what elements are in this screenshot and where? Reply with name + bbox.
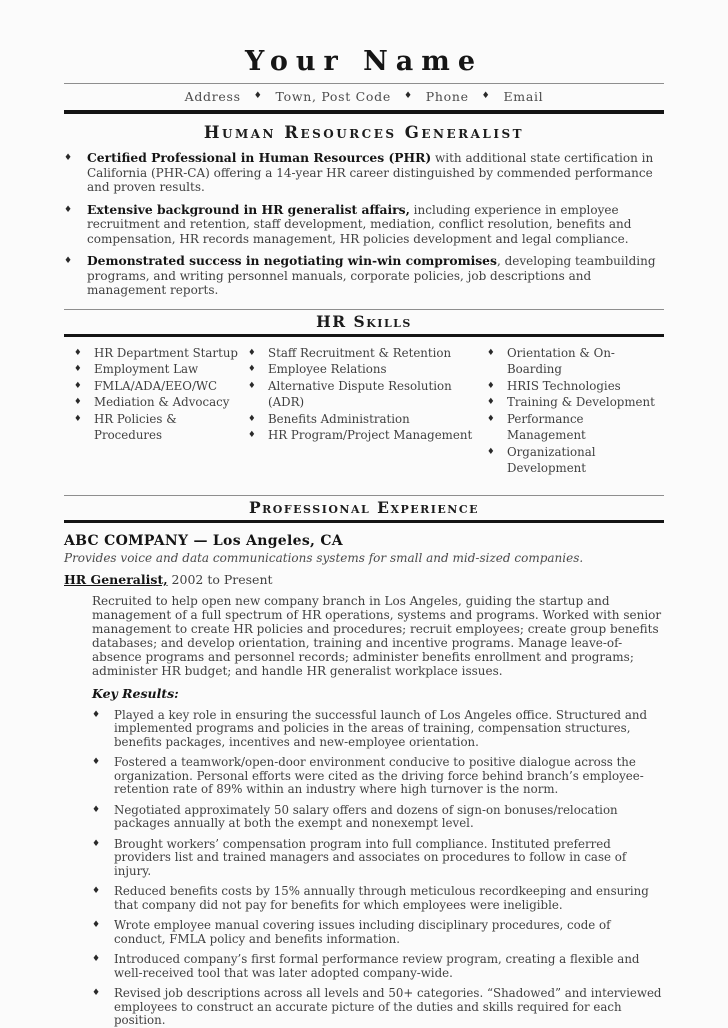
diamond-bullet-icon: ♦ <box>248 347 256 358</box>
diamond-bullet-icon: ♦ <box>74 397 82 407</box>
skill-item <box>487 394 664 411</box>
summary-bullet-text <box>87 203 664 247</box>
skill-item <box>74 345 248 362</box>
hr-skills-heading: HR Skills <box>316 311 412 331</box>
diamond-bullet-icon: ♦ <box>92 988 101 998</box>
diamond-bullet-icon: ♦ <box>64 153 73 163</box>
key-result-text: Played a key role in ensuring the successful launch of Los Angeles office. Structured and implemented programs and policies in the areas of training, compensation structures, benefits packages, incentives and new-employee orientation. <box>114 707 648 749</box>
experience-heading: Professional Experience <box>248 497 480 517</box>
skill-item <box>487 378 664 395</box>
hr-skills-section <box>64 309 664 484</box>
contact-email: Email <box>503 89 544 104</box>
key-result-bullet <box>92 804 664 831</box>
summary-bullet <box>64 203 664 247</box>
skill-label: Training & Development <box>507 395 655 409</box>
summary-bullet-lead: Certified Professional in Human Resources (PHR) <box>87 150 432 165</box>
job-title-line <box>64 572 664 587</box>
key-result-text: Wrote employee manual covering issues including disciplinary procedures, code of conduct, FMLA policy and benefits information. <box>114 918 611 946</box>
key-result-text: Revised job descriptions across all levels and 50+ categories. “Shadowed” and interviewed employees to construct an accurate picture of the duties and skills required for each position. <box>114 986 662 1027</box>
key-result-bullet <box>92 709 664 750</box>
contact-phone: Phone <box>425 89 469 104</box>
summary-bullet-rest: with additional state certification in California (PHR-CA) offering a 14-year HR career distinguished by commended performance and proven results. <box>87 151 654 194</box>
skills-columns <box>64 337 664 484</box>
key-result-text: Brought workers’ compensation program into full compliance. Instituted preferred providers list and trained managers and associates on procedures to follow in case of injury. <box>114 836 627 878</box>
key-result-bullet <box>92 953 664 980</box>
skills-column-1 <box>74 345 248 477</box>
diamond-bullet-icon: ♦ <box>92 804 101 815</box>
diamond-bullet-icon: ♦ <box>487 413 495 424</box>
skill-label: Benefits Administration <box>268 411 410 426</box>
diamond-bullet-icon: ♦ <box>92 954 101 964</box>
skill-item <box>74 378 248 395</box>
summary-bullet <box>64 254 664 298</box>
key-result-text: Negotiated approximately 50 salary offers and dozens of sign-on bonuses/relocation packages annually at both the exempt and nonexempt level. <box>114 802 618 830</box>
skill-label: Staff Recruitment & Retention <box>268 345 452 360</box>
skill-item <box>248 427 487 444</box>
diamond-bullet-icon: ♦ <box>74 364 82 374</box>
section-header-hr-skills <box>64 309 664 337</box>
diamond-bullet-icon: ♦ <box>248 380 256 391</box>
skill-item <box>248 378 487 411</box>
summary-bullet-lead: Extensive background in HR generalist affairs, <box>87 201 410 217</box>
diamond-bullet-icon: ♦ <box>74 413 82 424</box>
skill-label: Orientation & On-Boarding <box>507 345 615 376</box>
job-dates: 2002 to Present <box>167 571 273 587</box>
skill-item <box>74 394 248 411</box>
summary-bullet-text <box>87 254 664 298</box>
diamond-bullet-icon: ♦ <box>487 397 495 407</box>
skill-item <box>74 411 248 444</box>
skill-item <box>248 411 487 428</box>
key-results-label: Key Results: <box>92 685 179 701</box>
skill-label: Performance Management <box>507 411 586 442</box>
job-description: Recruited to help open new company branch in Los Angeles, guiding the startup and management of a full spectrum of HR operations, systems and programs. Worked with senior management to create HR policies and procedures; recruit employees; create group benefits databases; and develop orientation, training and incentive programs. Manage leave-of-absence programs and personnel records; administer benefits enrollment and programs; administer HR budget; and handle HR generalist workplace issues. <box>92 593 662 678</box>
summary-bullet-rest: including experience in employee recruitment and retention, staff development, mediation, conflict resolution, benefits and compensation, HR records management, HR policies development and legal compliance. <box>87 202 632 246</box>
diamond-bullet-icon: ♦ <box>74 380 82 391</box>
skill-label: Mediation & Advocacy <box>94 395 230 409</box>
company-name: ABC COMPANY — Los Angeles, CA <box>64 532 343 549</box>
diamond-separator-icon: ♦ <box>253 91 263 101</box>
skill-label: FMLA/ADA/EEO/WC <box>94 378 218 393</box>
name-heading: Your Name <box>244 46 484 77</box>
header-rule-thick <box>64 110 664 114</box>
skill-label: Employee Relations <box>268 362 387 376</box>
summary-bullet-text <box>87 151 664 195</box>
summary-bullet-rest: , developing teambuilding programs, and writing personnel manuals, corporate policies, job descriptions and management reports. <box>87 254 656 297</box>
company-tagline: Provides voice and data communications systems for small and mid-sized companies. <box>64 550 584 565</box>
skill-label: HR Department Startup <box>94 345 238 360</box>
key-result-text: Introduced company’s first formal performance review program, creating a flexible and well-received tool that was later adopted company-wide. <box>114 952 640 980</box>
diamond-bullet-icon: ♦ <box>92 757 101 767</box>
key-result-text: Fostered a teamwork/open-door environment conducive to positive dialogue across the organization. Personal efforts were cited as the driving force behind branch’s employee-retention rate of 89% within an industry where high turnover is the norm. <box>114 755 644 796</box>
key-result-bullet <box>92 838 664 879</box>
key-result-bullet <box>92 987 664 1028</box>
key-result-bullet <box>92 756 664 797</box>
resume-title: Human Resources Generalist <box>203 123 525 142</box>
resume-header <box>64 46 664 114</box>
skills-column-3 <box>487 345 664 477</box>
diamond-bullet-icon: ♦ <box>248 413 256 424</box>
diamond-bullet-icon: ♦ <box>92 709 101 720</box>
diamond-bullet-icon: ♦ <box>92 920 101 930</box>
key-result-text: Reduced benefits costs by 15% annually through meticulous recordkeeping and ensuring that company did not pay for benefits for which employees were ineligible. <box>114 884 649 912</box>
diamond-bullet-icon: ♦ <box>487 380 495 391</box>
skills-column-2 <box>248 345 487 477</box>
section-header-professional-experience <box>64 495 664 523</box>
diamond-bullet-icon: ♦ <box>248 364 256 374</box>
summary-list <box>64 151 664 298</box>
diamond-separator-icon: ♦ <box>481 91 491 101</box>
skill-item <box>248 345 487 362</box>
skill-label: Alternative Dispute Resolution (ADR) <box>268 378 452 409</box>
diamond-bullet-icon: ♦ <box>74 347 82 358</box>
summary-bullet-lead: Demonstrated success in negotiating win-win compromises <box>87 253 497 268</box>
diamond-bullet-icon: ♦ <box>487 347 495 358</box>
diamond-bullet-icon: ♦ <box>92 838 101 849</box>
key-results-list <box>92 709 664 1028</box>
contact-town-postcode: Town, Post Code <box>275 89 391 104</box>
skill-label: HR Policies & Procedures <box>94 411 177 442</box>
skill-label: HR Program/Project Management <box>268 428 473 442</box>
job-title: HR Generalist, <box>64 571 168 587</box>
diamond-bullet-icon: ♦ <box>64 256 73 266</box>
contact-address: Address <box>184 89 241 104</box>
contact-line <box>64 84 664 110</box>
skill-label: Organizational Development <box>507 444 596 475</box>
skill-label: HRIS Technologies <box>507 378 621 393</box>
skill-item <box>74 361 248 378</box>
diamond-separator-icon: ♦ <box>403 91 413 101</box>
experience-section <box>64 495 664 1028</box>
diamond-bullet-icon: ♦ <box>64 204 73 215</box>
diamond-bullet-icon: ♦ <box>92 886 101 896</box>
skill-item <box>487 444 664 477</box>
summary-bullet <box>64 151 664 195</box>
skill-label: Employment Law <box>94 362 199 376</box>
key-result-bullet <box>92 885 664 912</box>
skill-item <box>487 411 664 444</box>
diamond-bullet-icon: ♦ <box>248 430 256 440</box>
diamond-bullet-icon: ♦ <box>487 446 495 457</box>
skill-item <box>487 345 664 378</box>
skill-item <box>248 361 487 378</box>
